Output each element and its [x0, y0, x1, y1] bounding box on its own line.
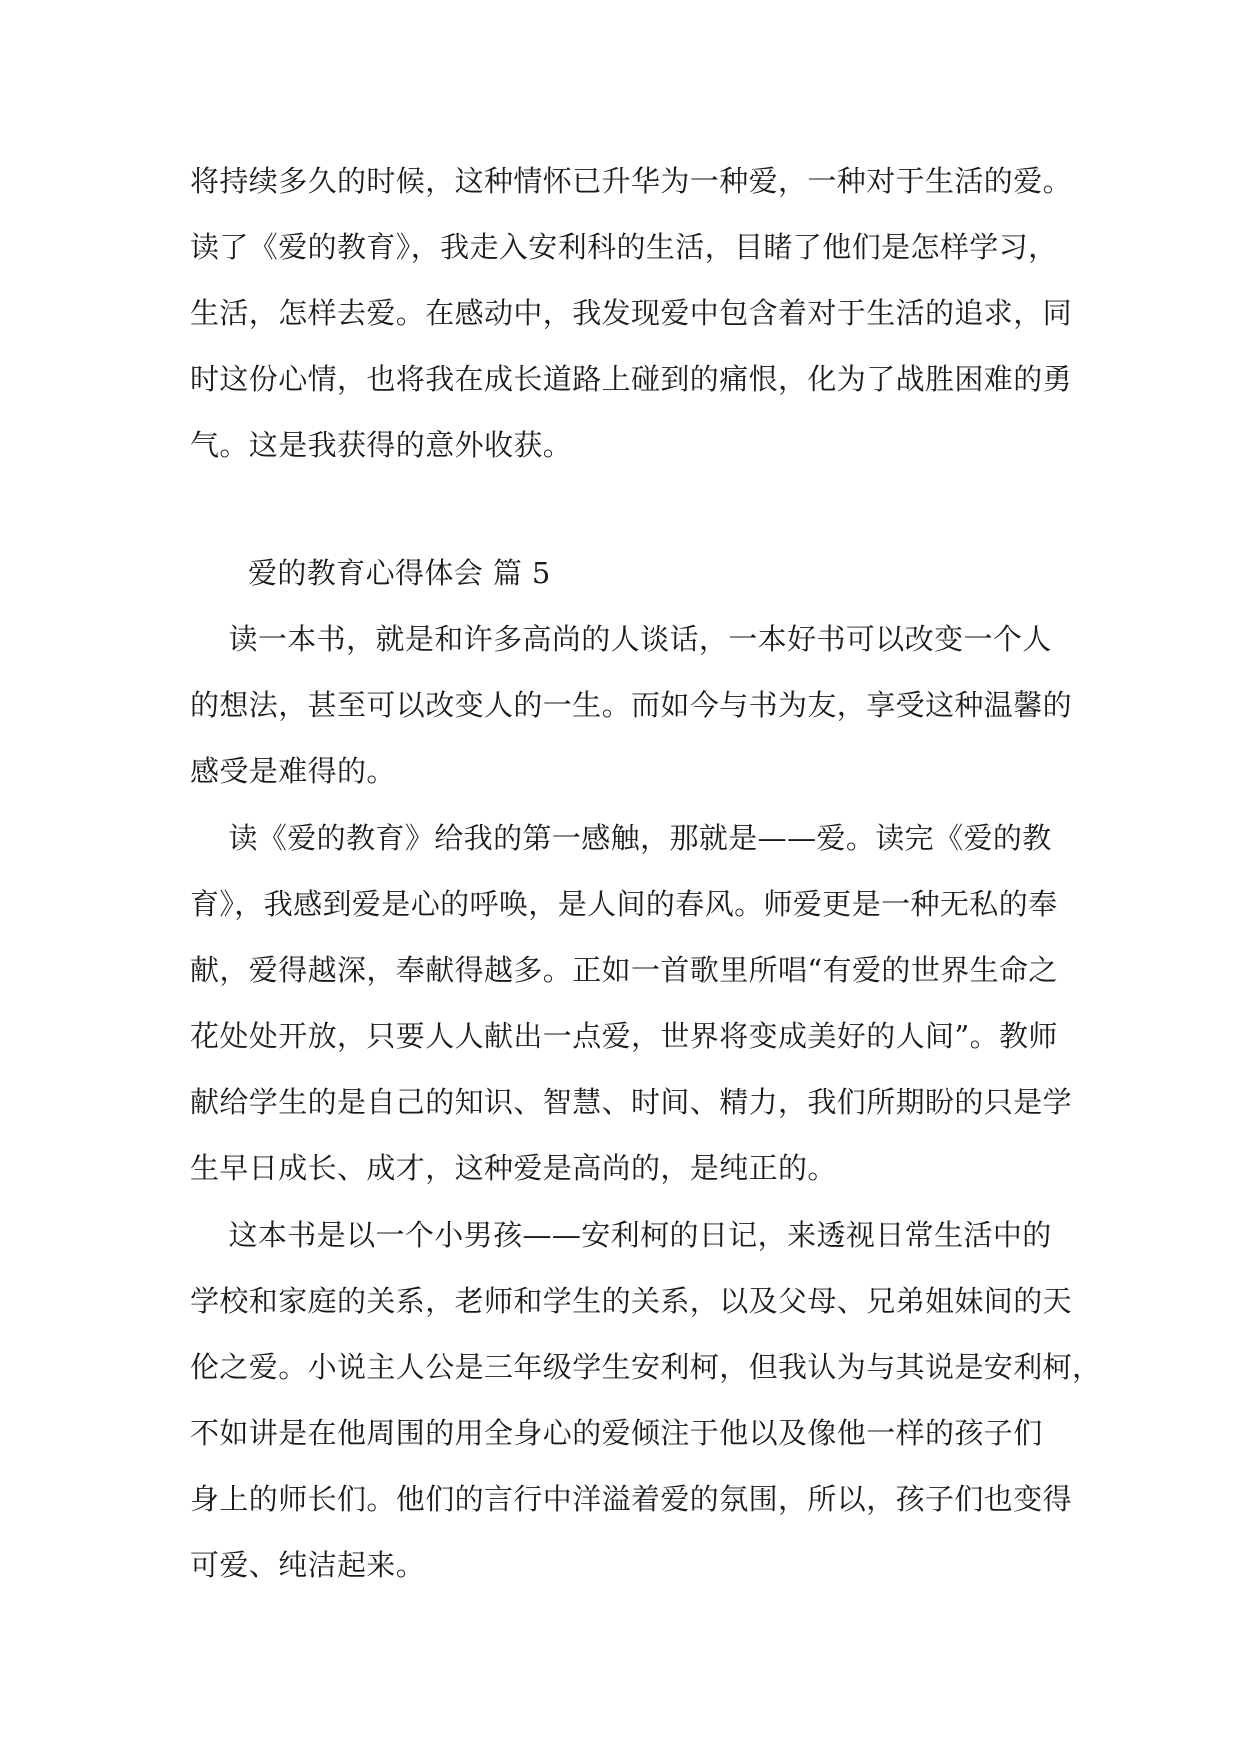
- paragraph-line: 的想法，甚至可以改变人的一生。而如今与书为友，享受这种温馨的: [190, 688, 1073, 722]
- continuation-line: 生活，怎样去爱。在感动中，我发现爱中包含着对于生活的追求，同: [190, 296, 1073, 330]
- paragraph-line: 身上的师长们。他们的言行中洋溢着爱的氛围，所以，孩子们也变得: [190, 1482, 1073, 1516]
- paragraph-line: 不如讲是在他周围的用全身心的爱倾注于他以及像他一样的孩子们: [190, 1416, 1043, 1450]
- continuation-line: 将持续多久的时候，这种情怀已升华为一种爱，一种对于生活的爱。: [190, 164, 1073, 198]
- paragraph-line: 伦之爱。小说主人公是三年级学生安利柯，但我认为与其说是安利柯，: [190, 1350, 1102, 1384]
- paragraph-line: 献给学生的是自己的知识、智慧、时间、精力，我们所期盼的只是学: [190, 1085, 1073, 1119]
- paragraph-line: 学校和家庭的关系，老师和学生的关系，以及父母、兄弟姐妹间的天: [190, 1284, 1073, 1318]
- continuation-line: 时这份心情，也将我在成长道路上碰到的痛恨，化为了战胜困难的勇: [190, 362, 1073, 396]
- paragraph-line: 读《爱的教育》给我的第一感触，那就是——爱。读完《爱的教: [190, 821, 1052, 855]
- paragraph-line: 可爱、纯洁起来。: [190, 1548, 426, 1582]
- paragraph-line: 读一本书，就是和许多高尚的人谈话，一本好书可以改变一个人: [190, 622, 1052, 656]
- continuation-line: 读了《爱的教育》，我走入安利科的生活，目睹了他们是怎样学习，: [190, 230, 1058, 264]
- paragraph-line: 生早日成长、成才，这种爱是高尚的，是纯正的。: [190, 1151, 837, 1185]
- section-heading: 爱的教育心得体会 篇 5: [248, 556, 551, 590]
- paragraph-line: 育》，我感到爱是心的呼唤，是人间的春风。师爱更是一种无私的奉: [190, 887, 1058, 921]
- paragraph-line: 这本书是以一个小男孩——安利柯的日记，来透视日常生活中的: [190, 1218, 1052, 1252]
- paragraph-line: 花处处开放，只要人人献出一点爱，世界将变成美好的人间”。教师: [190, 1019, 1058, 1053]
- paragraph-line: 献，爱得越深，奉献得越多。正如一首歌里所唱“有爱的世界生命之: [190, 953, 1058, 987]
- continuation-line: 气。这是我获得的意外收获。: [190, 428, 573, 462]
- paragraph-line: 感受是难得的。: [190, 754, 396, 788]
